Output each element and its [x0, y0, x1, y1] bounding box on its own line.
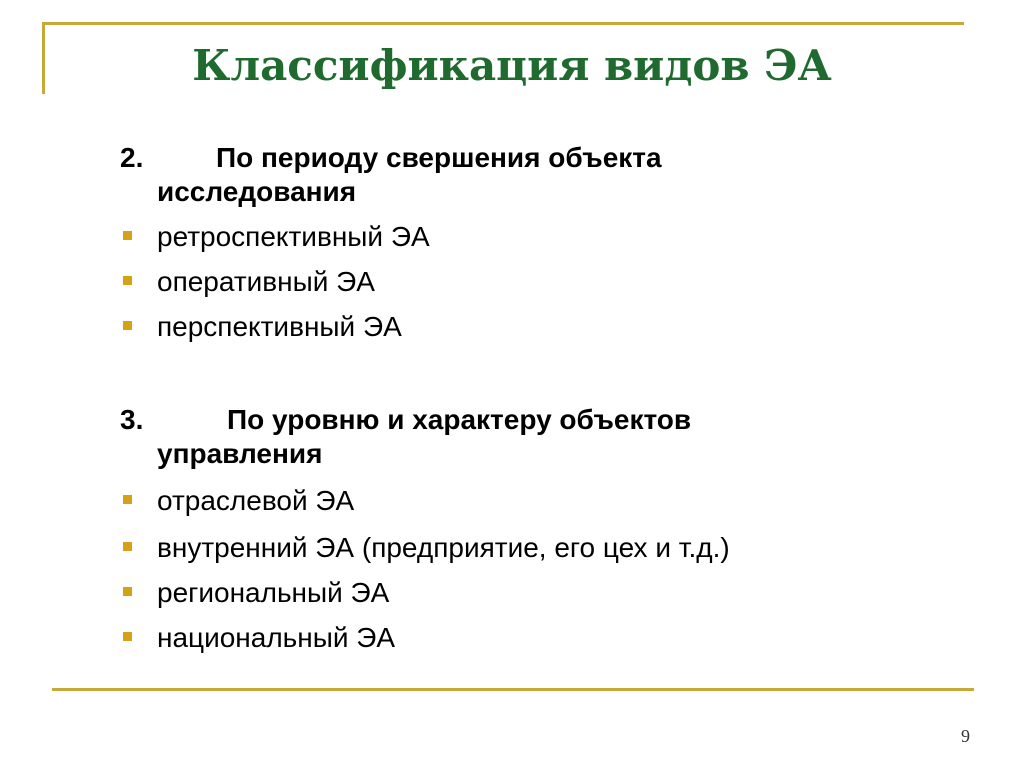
list-item-text: ретроспективный ЭА	[157, 221, 430, 252]
list-item	[120, 573, 920, 613]
page-number: 9	[961, 726, 970, 746]
list-item	[120, 528, 920, 568]
list-item	[120, 481, 920, 521]
list-item-text: внутренний ЭА (предприятие, его цех и т.д.)	[157, 532, 730, 563]
list-item-text: отраслевой ЭА	[157, 485, 355, 516]
square-bullet-icon	[123, 632, 132, 641]
list-item	[120, 307, 920, 347]
square-bullet-icon	[123, 276, 132, 285]
square-bullet-icon	[123, 231, 132, 240]
section-heading-line1: По уровню и характеру объектов	[227, 404, 692, 435]
section-number: 2.	[120, 142, 144, 173]
list-item-text: оперативный ЭА	[157, 266, 375, 297]
list-item	[120, 217, 920, 257]
section-heading-line2: исследования	[157, 176, 357, 207]
section-heading-2	[120, 141, 820, 209]
list-item-text: национальный ЭА	[157, 622, 396, 653]
top-border-line	[42, 22, 964, 25]
square-bullet-icon	[123, 495, 132, 504]
list-item-text: региональный ЭА	[157, 577, 390, 608]
list-item	[120, 618, 920, 658]
section-number: 3.	[120, 404, 144, 435]
section-heading-line2: управления	[157, 438, 323, 469]
square-bullet-icon	[123, 542, 132, 551]
square-bullet-icon	[123, 587, 132, 596]
slide-title: Классификация видов ЭА	[192, 41, 832, 90]
section-heading-3	[120, 403, 820, 471]
bottom-divider-line	[52, 688, 974, 691]
list-item-text: перспективный ЭА	[157, 311, 402, 342]
section-heading-line1: По периоду свершения объекта	[216, 142, 662, 173]
list-item	[120, 262, 920, 302]
square-bullet-icon	[123, 321, 132, 330]
